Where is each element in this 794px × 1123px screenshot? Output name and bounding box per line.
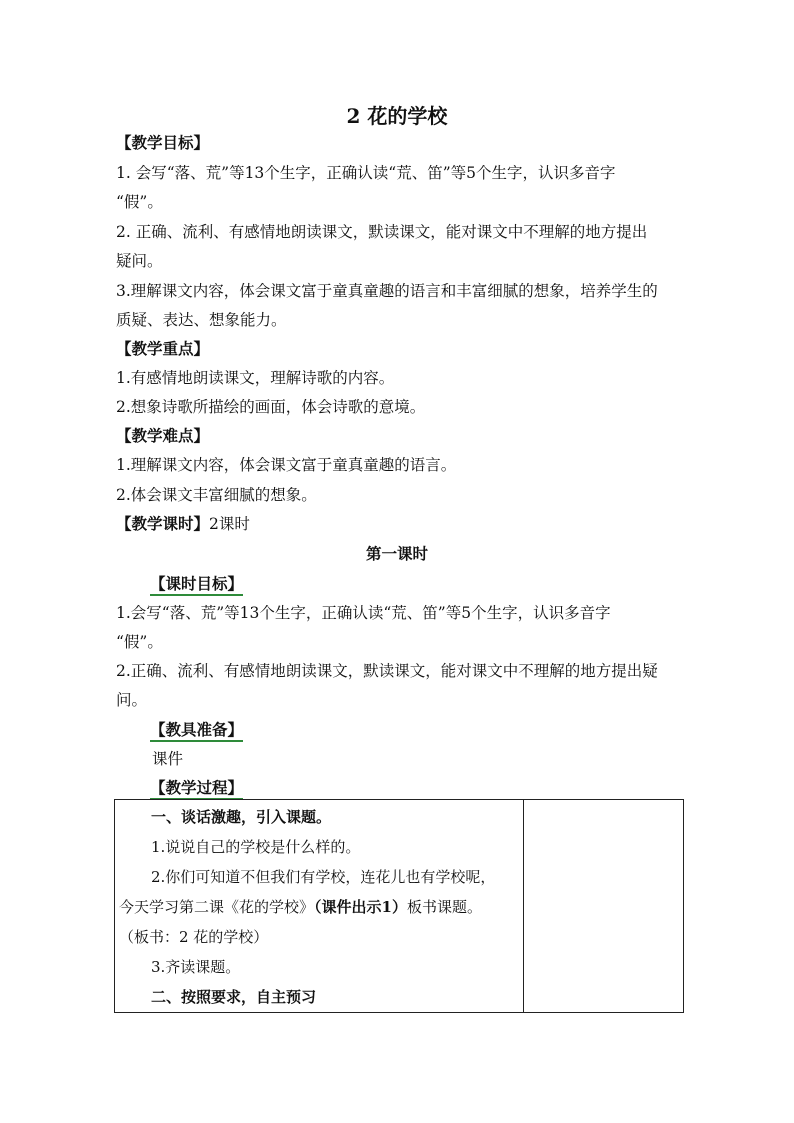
teaching-process-table — [114, 799, 684, 1013]
lesson-goal-line-3: 2.正确、流利、有感情地朗读课文，默读课文，能对课文中不理解的地方提出疑 — [116, 662, 658, 680]
goal-line-4: 疑问。 — [116, 252, 163, 270]
teaching-hours — [116, 513, 250, 535]
difficulty-line-2: 2.体会课文丰富细腻的想象。 — [116, 486, 317, 504]
step-one-item-3: 3.齐读课题。 — [151, 958, 241, 976]
teaching-goals-heading: 【教学目标】 — [116, 133, 210, 152]
lesson-goals-heading-text: 【课时目标】 — [150, 574, 243, 596]
teaching-aids-heading-text: 【教具准备】 — [150, 720, 243, 742]
key-point-line-2: 2.想象诗歌所描绘的画面，体会诗歌的意境。 — [116, 398, 426, 416]
lesson-goal-line-4: 问。 — [116, 691, 148, 709]
goal-line-6: 质疑、表达、想象能力。 — [116, 311, 287, 329]
teaching-hours-heading: 【教学课时】 — [116, 514, 210, 533]
lesson-goals-heading — [150, 573, 243, 595]
lesson-goal-line-1: 1.会写“落、荒”等13个生字，正确认读“荒、笛”等5个生字，认识多音字 — [116, 604, 611, 622]
teaching-hours-value: 2课时 — [209, 515, 250, 533]
goal-line-3: 2. 正确、流利、有感情地朗读课文，默读课文，能对课文中不理解的地方提出 — [116, 223, 648, 241]
step-one-item-2-line-2: 今天学习第二课《花的学校》（课件出示1）板书课题。 — [119, 898, 482, 916]
step-one-item-1: 1.说说自己的学校是什么样的。 — [151, 838, 361, 856]
step-one-item-2-line-1: 2.你们可知道不但我们有学校，连花儿也有学校呢， — [151, 868, 496, 886]
difficulty-line-1: 1.理解课文内容，体会课文富于童真童趣的语言。 — [116, 456, 457, 474]
teaching-process-heading-text: 【教学过程】 — [150, 778, 243, 800]
key-point-line-1: 1.有感情地朗读课文，理解诗歌的内容。 — [116, 369, 395, 387]
step-one-item-2-line-3: （板书：2 花的学校） — [119, 928, 269, 946]
teaching-process-heading — [150, 777, 243, 799]
step-two-title: 二、按照要求，自主预习 — [151, 988, 317, 1006]
document-title: 2 花的学校 — [346, 104, 448, 128]
difficulties-heading: 【教学难点】 — [116, 426, 210, 445]
lesson-goal-line-2: “假”。 — [116, 633, 163, 651]
lesson-one-title: 第一课时 — [365, 544, 428, 563]
process-main-cell — [115, 800, 524, 1013]
goal-line-2: “假”。 — [116, 193, 163, 211]
process-notes-cell — [524, 800, 684, 1013]
key-points-heading: 【教学重点】 — [116, 339, 210, 358]
goal-line-1: 1. 会写“落、荒”等13个生字，正确认读“荒、笛”等5个生字，认识多音字 — [116, 164, 616, 182]
step-one-title: 一、谈话激趣，引入课题。 — [151, 808, 332, 826]
teaching-aids-value: 课件 — [152, 750, 184, 768]
teaching-aids-heading — [150, 719, 243, 741]
goal-line-5: 3.理解课文内容，体会课文富于童真童趣的语言和丰富细腻的想象，培养学生的 — [116, 282, 658, 300]
